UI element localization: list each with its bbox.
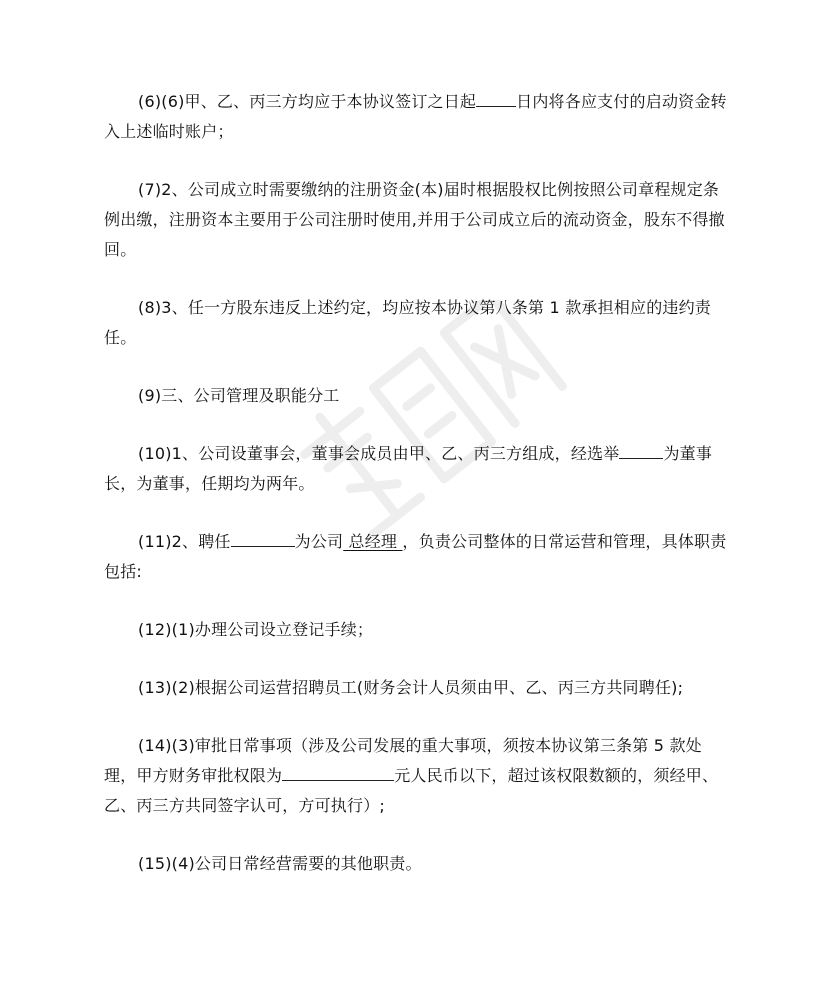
paragraph-text: (13)(2)根据公司运营招聘员工(财务会计人员须由甲、乙、丙三方共同聘任); bbox=[138, 678, 684, 697]
fill-in-blank bbox=[476, 88, 516, 107]
paragraph-text: (10)1、公司设董事会，董事会成员由甲、乙、丙三方组成，经选举 bbox=[138, 444, 620, 463]
paragraph-text: (8)3、任一方股东违反上述约定，均应按本协议第八条第 1 款承担相应的违约责任。 bbox=[104, 298, 711, 347]
paragraph-text: 日内将各应支付的启动资金转入上述临时账户； bbox=[104, 92, 727, 141]
paragraph-text: 为董事长，为董事，任期均为两年。 bbox=[104, 444, 713, 493]
document-body bbox=[104, 87, 728, 907]
paragraph-5 bbox=[104, 439, 728, 499]
paragraph-text: (11)2、聘任 bbox=[138, 532, 231, 551]
paragraph-text: (12)(1)办理公司设立登记手续； bbox=[138, 620, 374, 639]
paragraph-text: ，负责公司整体的日常运营和管理，具体职责包括: bbox=[104, 532, 727, 581]
fill-in-blank bbox=[231, 528, 295, 547]
paragraph-9 bbox=[104, 731, 728, 821]
paragraph-text: (15)(4)公司日常经营需要的其他职责。 bbox=[138, 854, 422, 873]
fill-in-blank bbox=[282, 762, 394, 781]
paragraph-4 bbox=[104, 381, 728, 411]
paragraph-3 bbox=[104, 293, 728, 353]
paragraph-text: (7)2、公司成立时需要缴纳的注册资金(本)届时根据股权比例按照公司章程规定条例出缴，注册资本主要用于公司注册时使用,并用于公司成立后的流动资金，股东不得撤回。 bbox=[104, 180, 725, 259]
paragraph-8 bbox=[104, 673, 728, 703]
paragraph-text: (9)三、公司管理及职能分工 bbox=[138, 386, 340, 405]
paragraph-text: 元人民币以下，超过该权限数额的，须经甲、乙、丙三方共同签字认可，方可执行）; bbox=[104, 766, 719, 815]
paragraph-2 bbox=[104, 175, 728, 265]
paragraph-text: (6)(6)甲、乙、丙三方均应于本协议签订之日起 bbox=[138, 92, 477, 111]
paragraph-1 bbox=[104, 87, 728, 147]
paragraph-6 bbox=[104, 527, 728, 587]
paragraph-text: 为公司 bbox=[294, 532, 344, 551]
underlined-text: 总经理 bbox=[343, 532, 403, 551]
fill-in-blank bbox=[619, 440, 663, 459]
paragraph-7 bbox=[104, 615, 728, 645]
paragraph-10 bbox=[104, 849, 728, 879]
paragraph-text: (14)(3)审批日常事项（涉及公司发展的重大事项，须按本协议第三条第 5 款处理，甲方财务审批权限为 bbox=[104, 736, 702, 785]
